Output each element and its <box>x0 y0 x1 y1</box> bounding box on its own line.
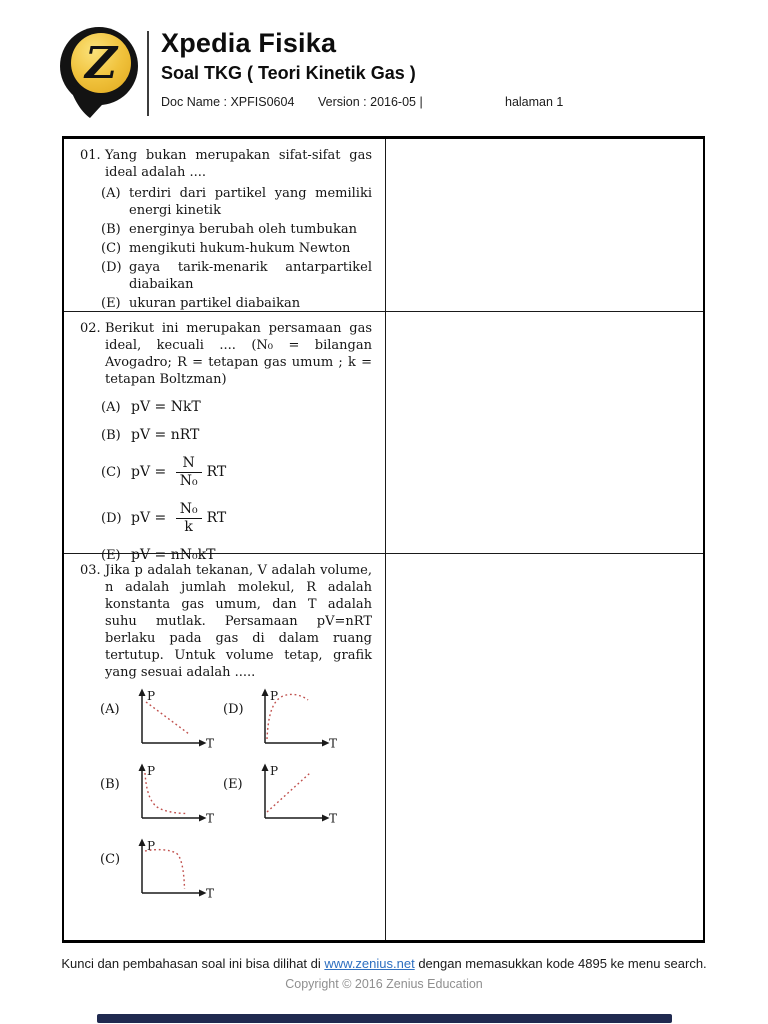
option-key: (B) <box>101 428 121 443</box>
fraction <box>176 455 202 490</box>
option-d <box>101 259 372 293</box>
curve-path <box>146 702 189 734</box>
fraction-denominator: k <box>184 519 193 535</box>
equation-suffix: RT <box>206 464 227 480</box>
y-axis-label: P <box>147 689 156 703</box>
curve-path <box>145 850 185 889</box>
equation: pV = nN₀kT <box>131 547 216 563</box>
option-text: ukuran partikel diabaikan <box>129 296 301 311</box>
footer-text-before: Kunci dan pembahasan soal ini bisa dilihat di <box>61 956 325 971</box>
pt-graph-a-icon <box>130 687 218 751</box>
y-axis-arrow-icon <box>139 839 146 847</box>
y-axis-arrow-icon <box>139 764 146 772</box>
option-b <box>101 221 372 238</box>
y-axis-label: P <box>270 764 279 778</box>
question-number: 02. <box>80 321 101 336</box>
option-key: (C) <box>101 241 122 256</box>
option-text: energinya berubah oleh tumbukan <box>129 222 358 237</box>
y-axis-label: P <box>147 764 156 778</box>
option-key: (E) <box>223 777 243 792</box>
page-number: halaman 1 <box>505 95 564 109</box>
doc-name: Doc Name : XPFIS0604 <box>161 95 295 109</box>
equation-suffix: RT <box>206 510 227 526</box>
option-key: (C) <box>100 852 121 867</box>
option-key: (D) <box>101 511 122 526</box>
option-text: gaya tarik-menarik antarpartikel diabaikan <box>129 260 372 292</box>
y-axis-label: P <box>270 689 279 703</box>
question-cell-02 <box>64 312 386 563</box>
pt-graph-c-icon <box>130 837 218 901</box>
graph-column-left <box>100 687 218 901</box>
option-c <box>101 455 372 490</box>
option-e <box>101 295 372 312</box>
zenius-logo-icon <box>53 25 145 119</box>
header-divider <box>147 31 149 116</box>
equation: pV = nRT <box>131 427 200 443</box>
question-cell-01 <box>64 139 386 312</box>
curve-path <box>145 773 187 814</box>
graph-option-e <box>223 762 341 826</box>
option-a <box>101 185 372 219</box>
footer-text-after: dengan memasukkan kode 4895 ke menu search. <box>414 956 707 971</box>
pt-graph-d-icon <box>253 687 341 751</box>
zenius-link[interactable]: www.zenius.net <box>324 956 415 971</box>
y-axis-arrow-icon <box>262 689 269 697</box>
option-key: (D) <box>101 260 122 275</box>
option-a <box>101 399 372 416</box>
options-list <box>101 185 372 312</box>
option-key: (E) <box>101 296 121 311</box>
x-axis-label: T <box>206 886 215 901</box>
option-text: mengikuti hukum-hukum Newton <box>129 241 351 256</box>
graph-column-right <box>223 687 341 901</box>
question-03 <box>80 562 372 681</box>
fraction <box>176 501 202 536</box>
question-number: 03. <box>80 563 101 578</box>
bottom-bar <box>97 1014 672 1023</box>
option-key: (B) <box>100 777 120 792</box>
question-cell-03 <box>64 554 386 940</box>
y-axis-arrow-icon <box>262 764 269 772</box>
answer-cell-03 <box>386 554 703 940</box>
pt-graph-b-icon <box>130 762 218 826</box>
question-number: 01. <box>80 148 101 163</box>
equation-prefix: pV = <box>131 510 171 526</box>
x-axis-label: T <box>329 736 338 751</box>
curve-path <box>267 773 310 812</box>
option-b <box>101 427 372 444</box>
question-text: Jika p adalah tekanan, V adalah volume, n adalah jumlah molekul, R adalah konstanta gas umum, dan T adalah suhu mutlak. Persamaan pV=nRT berlaku pada gas di dalam ruang tertutup. Untuk volume tetap, grafik yang sesuai adalah ..... <box>105 563 372 680</box>
question-text: Yang bukan merupakan sifat-sifat gas ideal adalah .... <box>105 148 372 180</box>
graph-option-a <box>100 687 218 751</box>
answer-cell-01 <box>386 139 703 312</box>
option-key: (C) <box>101 465 122 480</box>
option-key: (A) <box>100 702 120 717</box>
fraction-numerator: N₀ <box>176 501 202 519</box>
x-axis-label: T <box>329 811 338 826</box>
option-key: (A) <box>101 186 121 201</box>
option-key: (B) <box>101 222 121 237</box>
logo-letter: Z <box>84 38 118 89</box>
graph-option-d <box>223 687 341 751</box>
option-key: (E) <box>101 548 121 563</box>
option-d <box>101 501 372 536</box>
page-subtitle: Soal TKG ( Teori Kinetik Gas ) <box>161 63 416 83</box>
doc-version: Version : 2016-05 | <box>318 95 423 109</box>
question-02 <box>80 320 372 388</box>
fraction-denominator: N₀ <box>179 473 198 489</box>
equation-prefix: pV = <box>131 464 171 480</box>
question-text: Berikut ini merupakan persamaan gas ideal, kecuali .... (N₀ = bilangan Avogadro; R = tetapan gas umum ; k = tetapan Boltzman) <box>105 321 372 387</box>
y-axis-label: P <box>147 839 156 853</box>
question-table <box>62 136 705 943</box>
graph-option-b <box>100 762 218 826</box>
y-axis-arrow-icon <box>139 689 146 697</box>
graph-option-c <box>100 837 218 901</box>
footer-note <box>0 956 768 971</box>
copyright: Copyright © 2016 Zenius Education <box>285 977 483 991</box>
pt-graph-e-icon <box>253 762 341 826</box>
graph-options <box>100 687 372 901</box>
page-title: Xpedia Fisika <box>161 28 337 58</box>
option-key: (D) <box>223 702 244 717</box>
option-key: (A) <box>101 400 121 415</box>
answer-cell-02 <box>386 312 703 554</box>
option-c <box>101 240 372 257</box>
x-axis-label: T <box>206 811 215 826</box>
option-text: terdiri dari partikel yang memiliki energi kinetik <box>129 186 372 218</box>
question-01 <box>80 147 372 181</box>
equation: pV = NkT <box>131 399 201 415</box>
fraction-numerator: N <box>176 455 202 473</box>
x-axis-label: T <box>206 736 215 751</box>
